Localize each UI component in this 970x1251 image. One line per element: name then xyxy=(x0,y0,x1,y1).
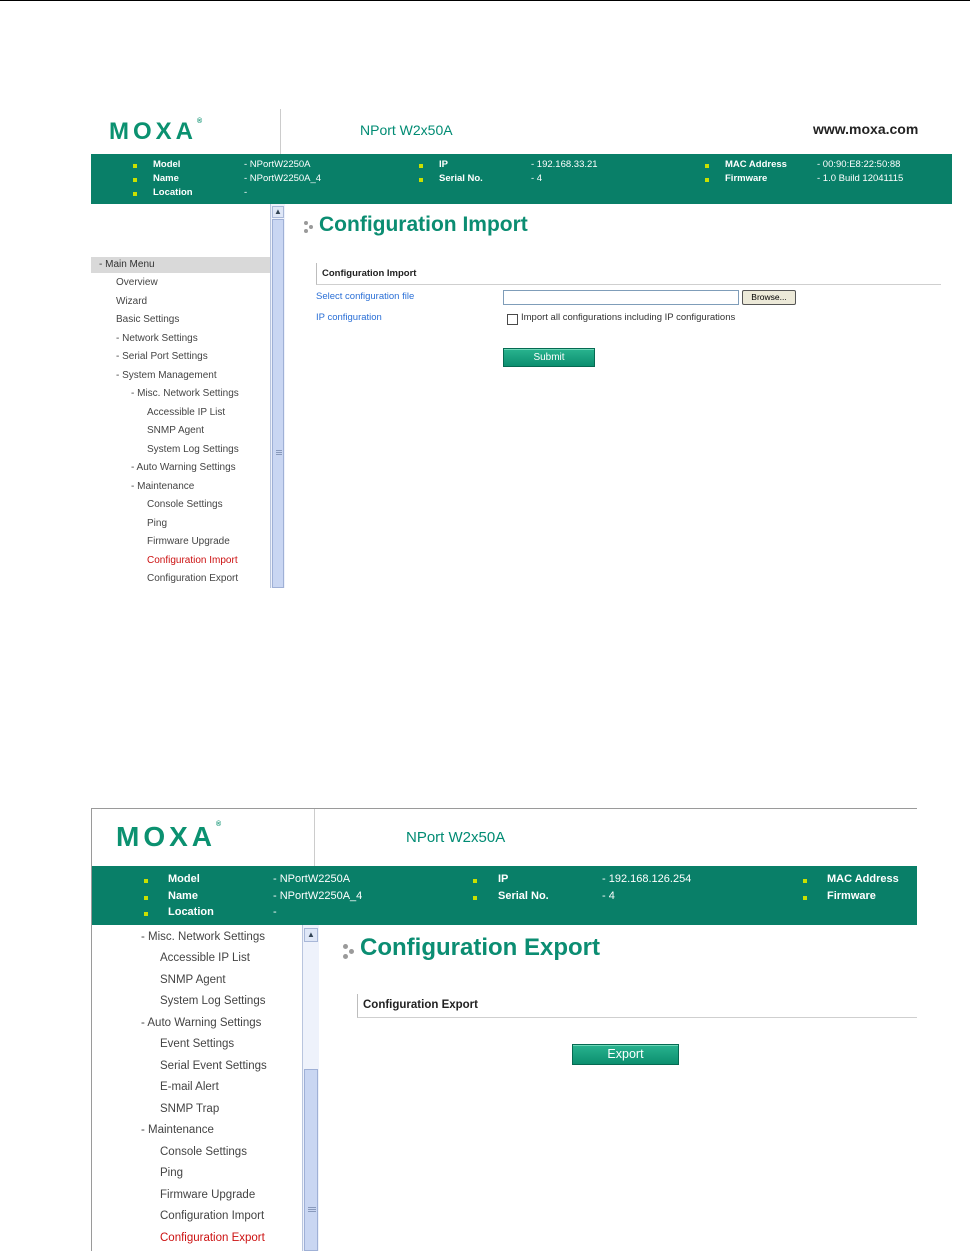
ip-value: - 192.168.33.21 xyxy=(531,159,598,170)
menu-firmware-upgrade[interactable]: Firmware Upgrade xyxy=(147,536,230,547)
location-label: Location xyxy=(153,187,193,198)
menu-misc-network-settings[interactable]: - Misc. Network Settings xyxy=(141,931,265,943)
model-label: Model xyxy=(153,159,181,170)
menu-system-log-settings[interactable]: System Log Settings xyxy=(160,995,266,1007)
mac-value: - 00:90:E8:22:50:88 xyxy=(817,159,901,170)
menu-system-log-settings[interactable]: System Log Settings xyxy=(147,444,239,455)
select-file-label: Select configuration file xyxy=(316,291,415,302)
menu-wizard[interactable]: Wizard xyxy=(116,296,148,307)
menu-snmp-trap[interactable]: SNMP Trap xyxy=(160,1103,220,1115)
menu-firmware-upgrade[interactable]: Firmware Upgrade xyxy=(160,1189,256,1201)
menu-ping[interactable]: Ping xyxy=(160,1167,184,1179)
page-title: Configuration Import xyxy=(319,213,528,236)
menu-accessible-ip-list[interactable]: Accessible IP List xyxy=(160,952,250,964)
model-title: NPort W2x50A xyxy=(360,122,453,138)
serial-value: - 4 xyxy=(531,173,543,184)
import-window xyxy=(91,109,952,588)
sidebar-menu xyxy=(92,925,302,1251)
model-value: - NPortW2250A xyxy=(244,159,311,170)
firmware-value: - 1.0 Build 12041115 xyxy=(817,173,904,184)
ip-label: IP xyxy=(439,159,448,170)
scroll-thumb[interactable] xyxy=(304,1069,318,1251)
menu-system-management[interactable]: - System Management xyxy=(116,370,217,381)
menu-overview[interactable]: Overview xyxy=(116,277,158,288)
menu-maintenance[interactable]: - Maintenance xyxy=(131,481,195,492)
location-label: Location xyxy=(168,906,214,918)
menu-ping[interactable]: Ping xyxy=(147,518,168,529)
file-path-input[interactable] xyxy=(503,290,739,305)
location-value: - xyxy=(244,187,248,198)
sidebar-scrollbar[interactable] xyxy=(302,925,319,1251)
menu-auto-warning-settings[interactable]: - Auto Warning Settings xyxy=(131,462,236,473)
device-info-bar xyxy=(92,866,917,925)
menu-misc-network-settings[interactable]: - Misc. Network Settings xyxy=(131,388,239,399)
menu-maintenance[interactable]: - Maintenance xyxy=(141,1124,214,1136)
menu-basic-settings[interactable]: Basic Settings xyxy=(116,314,180,325)
mac-label: MAC Address xyxy=(827,873,899,885)
logo-cell xyxy=(92,809,315,866)
firmware-label: Firmware xyxy=(827,890,876,902)
sidebar-scrollbar[interactable] xyxy=(270,204,285,588)
menu-configuration-import[interactable]: Configuration Import xyxy=(160,1210,265,1222)
import-ip-checkbox-label: Import all configurations including IP configurations xyxy=(521,312,736,323)
menu-configuration-import[interactable]: Configuration Import xyxy=(147,555,238,566)
sidebar-menu xyxy=(91,204,270,588)
menu-serial-event-settings[interactable]: Serial Event Settings xyxy=(160,1060,267,1072)
serial-value: - 4 xyxy=(602,890,615,902)
scroll-up-icon[interactable]: ▲ xyxy=(272,206,284,218)
website-link[interactable]: www.moxa.com xyxy=(813,121,919,137)
name-value: - NPortW2250A_4 xyxy=(244,173,322,184)
location-value: - xyxy=(273,906,277,918)
ip-label: IP xyxy=(498,873,509,885)
moxa-logo: MOXA® xyxy=(116,821,222,852)
header xyxy=(91,109,952,154)
menu-configuration-export[interactable]: Configuration Export xyxy=(160,1232,265,1244)
model-title: NPort W2x50A xyxy=(406,829,506,846)
serial-label: Serial No. xyxy=(439,173,483,184)
export-window xyxy=(91,808,917,1251)
section-title: Configuration Export xyxy=(363,999,478,1011)
firmware-label: Firmware xyxy=(725,173,768,184)
browse-button[interactable]: Browse... xyxy=(742,290,796,305)
menu-console-settings[interactable]: Console Settings xyxy=(147,499,223,510)
submit-button[interactable]: Submit xyxy=(503,348,595,367)
export-button[interactable]: Export xyxy=(572,1044,679,1065)
menu-network-settings[interactable]: - Network Settings xyxy=(116,333,198,344)
main-menu-header[interactable]: - Main Menu xyxy=(91,257,270,273)
menu-event-settings[interactable]: Event Settings xyxy=(160,1038,235,1050)
model-value: - NPortW2250A xyxy=(273,873,351,885)
page-title: Configuration Export xyxy=(360,934,600,961)
moxa-logo: MOXA® xyxy=(109,118,203,145)
section-title: Configuration Import xyxy=(322,268,417,279)
header xyxy=(92,809,917,866)
device-info-bar xyxy=(91,154,952,204)
menu-console-settings[interactable]: Console Settings xyxy=(160,1146,247,1158)
scroll-up-icon[interactable]: ▲ xyxy=(304,928,318,942)
logo-cell xyxy=(91,109,281,154)
menu-configuration-export[interactable]: Configuration Export xyxy=(147,573,239,584)
model-label: Model xyxy=(168,873,200,885)
mac-label: MAC Address xyxy=(725,159,787,170)
menu-snmp-agent[interactable]: SNMP Agent xyxy=(160,974,226,986)
name-value: - NPortW2250A_4 xyxy=(273,890,363,902)
name-label: Name xyxy=(168,890,198,902)
menu-accessible-ip-list[interactable]: Accessible IP List xyxy=(147,407,226,418)
scroll-thumb[interactable] xyxy=(272,219,284,588)
menu-auto-warning-settings[interactable]: - Auto Warning Settings xyxy=(141,1017,262,1029)
import-ip-checkbox[interactable] xyxy=(507,314,518,325)
ip-value: - 192.168.126.254 xyxy=(602,873,692,885)
page-top-rule xyxy=(0,0,970,1)
ip-configuration-label: IP configuration xyxy=(316,312,382,323)
name-label: Name xyxy=(153,173,179,184)
menu-serial-port-settings[interactable]: - Serial Port Settings xyxy=(116,351,208,362)
serial-label: Serial No. xyxy=(498,890,549,902)
menu-email-alert[interactable]: E-mail Alert xyxy=(160,1081,219,1093)
menu-snmp-agent[interactable]: SNMP Agent xyxy=(147,425,205,436)
